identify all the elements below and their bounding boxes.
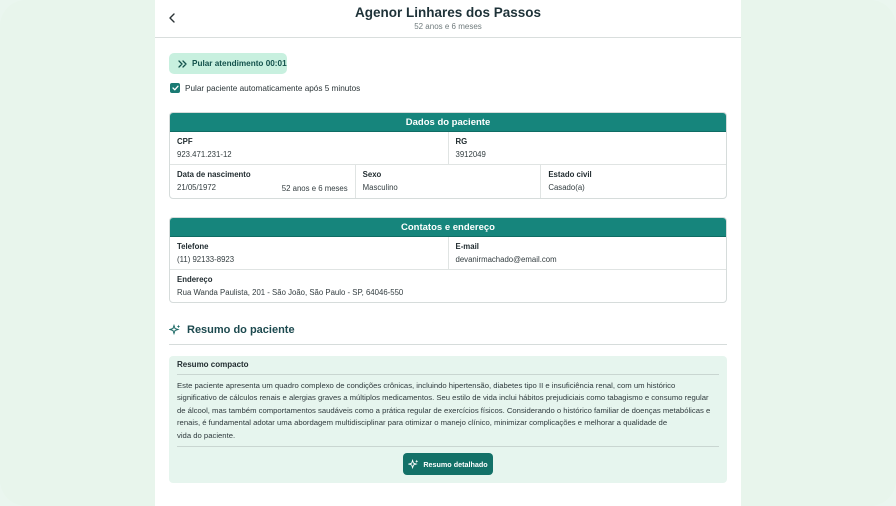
address-value: Rua Wanda Paulista, 201 - São João, São Paulo - SP, 64046-550 bbox=[177, 288, 404, 297]
patient-data-card bbox=[169, 112, 727, 199]
compact-summary-text bbox=[177, 375, 719, 446]
summary-line: vida do paciente. bbox=[177, 430, 236, 440]
rg-label: RG bbox=[455, 137, 468, 146]
patient-data-heading: Dados do paciente bbox=[170, 113, 726, 132]
skip-attendance-button[interactable] bbox=[169, 53, 287, 74]
skip-attendance-label: Pular atendimento 00:01 bbox=[192, 59, 287, 68]
birth-cell bbox=[170, 165, 356, 199]
rg-cell bbox=[449, 132, 727, 164]
patient-details-row bbox=[170, 165, 726, 199]
phone-label: Telefone bbox=[177, 242, 209, 251]
page-title: Agenor Linhares dos Passos bbox=[354, 5, 542, 20]
contacts-card bbox=[169, 217, 727, 303]
cpf-label: CPF bbox=[177, 137, 193, 146]
auto-skip-label: Pular paciente automaticamente após 5 minutos bbox=[185, 83, 361, 93]
civil-status-label: Estado civil bbox=[548, 170, 592, 179]
auto-skip-option bbox=[170, 83, 360, 93]
phone-cell bbox=[170, 237, 449, 269]
address-label: Endereço bbox=[177, 275, 213, 284]
summary-section-label: Resumo do paciente bbox=[187, 324, 295, 336]
auto-skip-checkbox[interactable] bbox=[170, 83, 180, 93]
contacts-row bbox=[170, 237, 726, 270]
address-cell bbox=[170, 270, 726, 303]
sparkles-icon bbox=[169, 324, 181, 336]
contacts-heading: Contatos e endereço bbox=[170, 218, 726, 237]
sex-cell bbox=[356, 165, 542, 199]
summary-box bbox=[169, 356, 727, 483]
email-value: devanirmachado@email.com bbox=[455, 255, 557, 264]
birth-label: Data de nascimento bbox=[177, 170, 251, 179]
double-chevron-right-icon bbox=[178, 60, 187, 68]
check-icon bbox=[172, 85, 179, 91]
page-header bbox=[155, 0, 741, 38]
birth-value: 21/05/1972 bbox=[177, 183, 217, 192]
patient-age-subtitle: 52 anos e 6 meses bbox=[414, 22, 482, 31]
address-row bbox=[170, 270, 726, 303]
sparkles-icon bbox=[408, 459, 419, 470]
civil-status-value: Casado(a) bbox=[548, 183, 585, 192]
detailed-summary-label: Resumo detalhado bbox=[423, 459, 488, 469]
rg-value: 3912049 bbox=[455, 150, 486, 159]
age-value: 52 anos e 6 meses bbox=[281, 184, 348, 193]
civil-status-cell bbox=[541, 165, 726, 199]
email-cell bbox=[449, 237, 727, 269]
email-label: E-mail bbox=[455, 242, 479, 251]
sex-value: Masculino bbox=[362, 183, 398, 192]
patient-ids-row bbox=[170, 132, 726, 165]
section-divider bbox=[169, 344, 727, 345]
sex-label: Sexo bbox=[362, 170, 382, 179]
patient-panel bbox=[155, 0, 741, 506]
cpf-cell bbox=[170, 132, 449, 164]
summary-divider bbox=[177, 446, 719, 447]
phone-value: (11) 92133-8923 bbox=[177, 255, 235, 264]
cpf-value: 923.471.231-12 bbox=[177, 150, 232, 159]
detailed-summary-button[interactable] bbox=[403, 453, 493, 475]
summary-line: Este paciente apresenta um quadro complexo de condições crônicas, incluindo hipertensão, diabetes tipo II e insuficiência renal, com um histórico bbox=[177, 381, 676, 390]
summary-section-title bbox=[169, 324, 295, 336]
summary-line: renais, é fundamental adotar uma abordagem multidisciplinar para otimizar o manejo clínico, minimizar complicações e melhorar a qualidade de bbox=[177, 418, 668, 428]
summary-line: de álcool, mas também comportamentos saudáveis como a prática regular de exercícios físicos. Considerando o histórico familiar de doenças metabólicas e bbox=[177, 405, 711, 415]
compact-summary-label: Resumo compacto bbox=[177, 356, 719, 375]
summary-line: significativo de cálculos renais e alergias graves a múltiplos medicamentos. Seu estilo de vida inclui hábitos prejudiciais como tabagismo e consumo regular bbox=[177, 393, 709, 403]
